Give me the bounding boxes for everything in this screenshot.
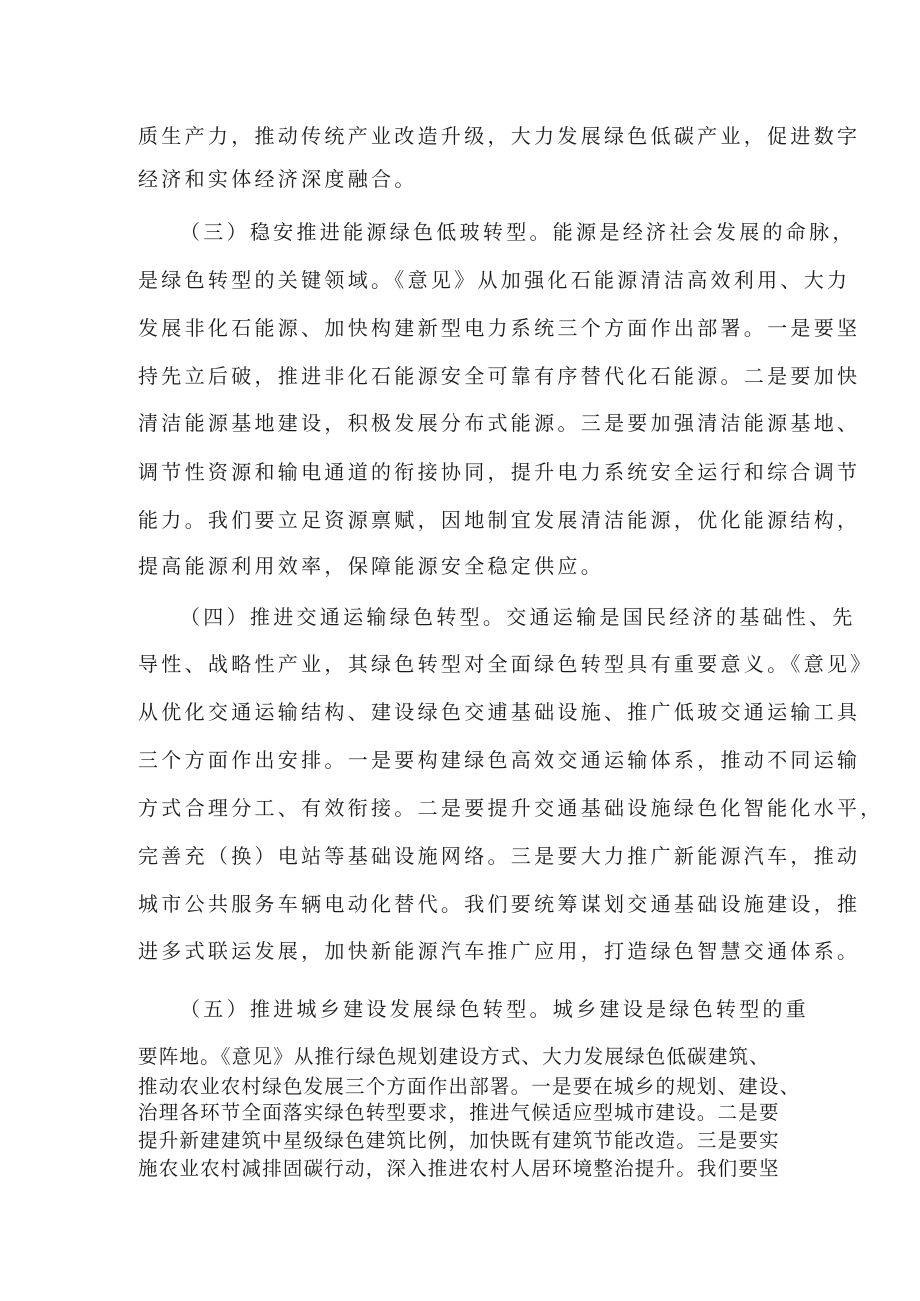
text-line-14: 三个方面作出安排。一是要构建绿色高效交通运输体系，推动不同运输: [138, 748, 861, 772]
text-line-9: 能力。我们要立足资源禀赋，因地制宜发展清洁能源，优化能源结构，: [138, 508, 861, 532]
text-line-1: 质生产力，推动传统产业改造升级，大力发展绿色低碳产业，促进数字: [138, 124, 861, 148]
text-line-7: 清洁能源基地建设，积极发展分布式能源。三是要加强清洁能源基地、: [138, 411, 861, 435]
text-line-13: 从优化交通运输结构、建设绿色交逋基础设施、推广低玻交通运输工具: [138, 700, 861, 724]
text-line-18: 进多式联运发展，加快新能源汽车推广应用，打造绿色智慧交通体系。: [138, 939, 861, 963]
text-line-17: 城市公共服务车辆电动化替代。我们要统筹谋划交通基础设施建设，推: [138, 892, 861, 916]
text-line-10: 提高能源利用效率，保障能源安全稳定供应。: [138, 554, 604, 578]
text-line-15: 方式合理分工、有效衔接。二是要提升交通基础设施绿色化智能化水平，: [138, 796, 884, 820]
text-line-24: 施农业农村减排固碳行动，深入推进农村人居环境整治提升。我们要坚: [138, 1157, 780, 1180]
text-line-23: 提升新建建筑中星级绿色建筑比例，加快既有建筑节能改造。三是要实: [138, 1129, 780, 1152]
section-4-heading-line: （四）推进交通运输绿色转型。交通运输是国民经济的基础性、先: [180, 605, 856, 629]
text-line-8: 调节性资源和输电通道的衔接协同，提升电力系统安全运行和综合调节: [138, 460, 861, 484]
text-line-22: 治理各环节全面落实绿色转型要求，推进气候适应型城市建设。二是要: [138, 1101, 780, 1124]
text-line-20: 要阵地。《意见》从推行绿色规划建设方式、大力发展绿色低碳建筑、: [138, 1045, 770, 1068]
text-line-21: 推动农业农村绿色发展三个方面作出部署。一是要在城乡的规划、建设、: [138, 1075, 801, 1098]
text-line-2: 经济和实体经济深度融合。: [138, 167, 418, 191]
text-line-12: 导性、战略性产业，其绿色转型对全面绿色转型具有重要意义。《意见》: [138, 652, 874, 676]
text-line-6: 持先立后破，推进非化石能源安全可靠有序替代化石能源。二是要加快: [138, 364, 861, 388]
text-line-5: 发展非化石能源、加快构建新型电力系统三个方面作出部署。一是要坚: [138, 316, 861, 340]
text-line-4: 是绿色转型的关键领域。《意见》从加强化石能源清洁高效利用、大力: [138, 268, 851, 292]
section-5-heading-line: （五）推进城乡建设发展绿色转型。城乡建设是绿色转型的重: [180, 997, 810, 1021]
text-line-16: 完善充（换）电站等基础设施网络。三是要大力推广新能源汽车，推动: [138, 844, 861, 868]
section-3-heading-line: （三）稳安推进能源绿色低玻转型。能源是经济社会发展的命脉，: [180, 220, 856, 244]
